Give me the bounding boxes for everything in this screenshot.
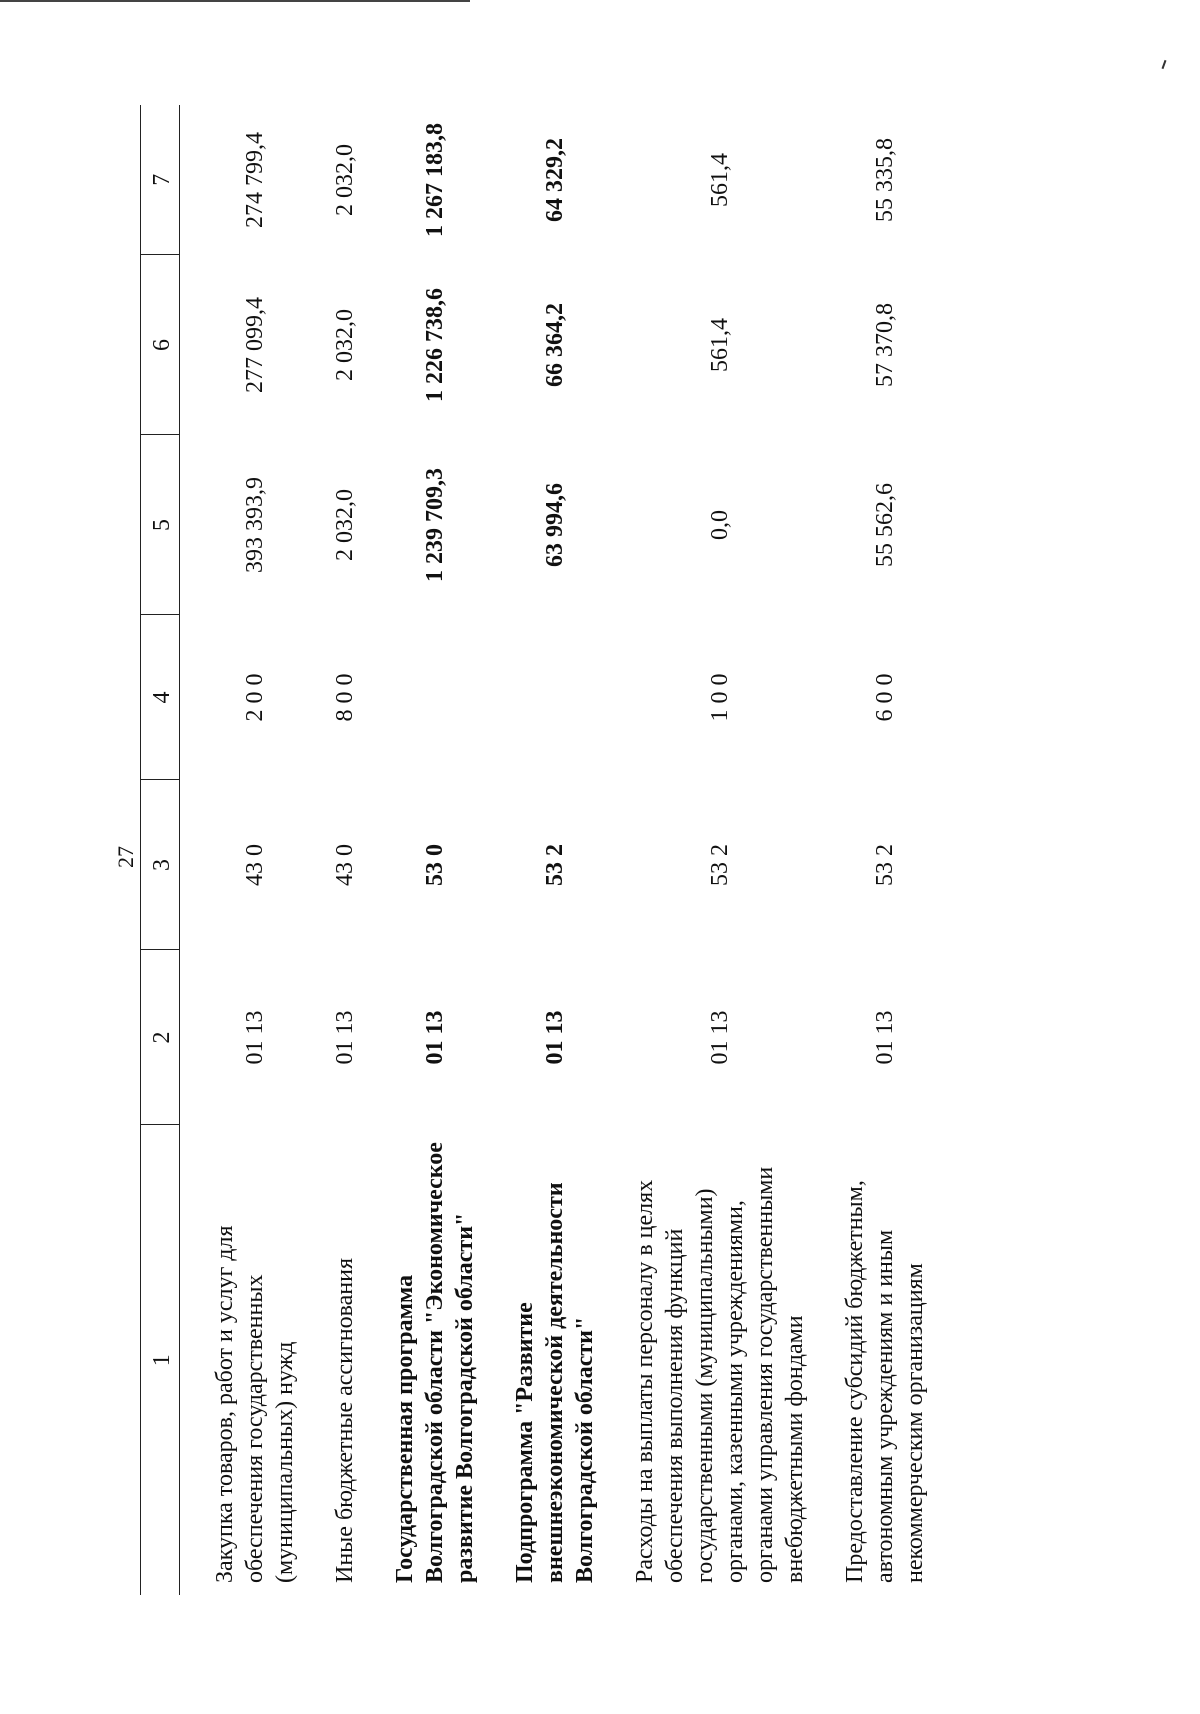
- row-value-7: 274 799,4: [242, 132, 268, 228]
- table-row: [840, 105, 930, 1595]
- row-expense-type: 1 0 0: [707, 673, 733, 722]
- row-section: 01 13: [872, 1010, 898, 1065]
- header-col-2: 2: [141, 950, 180, 1125]
- row-value-5: 0,0: [707, 510, 733, 540]
- row-program: 53 2: [542, 844, 568, 886]
- table-row: [630, 105, 810, 1595]
- row-expense-type: 2 0 0: [242, 673, 268, 722]
- header-col-5: 5: [141, 435, 180, 615]
- table-row: [390, 105, 480, 1595]
- budget-table: [140, 105, 930, 1595]
- row-section: 01 13: [332, 1010, 358, 1065]
- table-row: [330, 105, 360, 1595]
- header-col-7: 7: [141, 105, 180, 255]
- row-name: Иные бюджетные ассигнования: [332, 1258, 358, 1583]
- row-program: 43 0: [242, 844, 268, 886]
- header-row: [141, 105, 180, 1595]
- row-value-5: 393 393,9: [242, 477, 268, 573]
- row-value-6: 561,4: [707, 318, 733, 372]
- row-program: 53 0: [422, 844, 448, 886]
- row-expense-type: 8 0 0: [332, 673, 358, 722]
- row-value-7: 561,4: [707, 153, 733, 207]
- row-value-6: 66 364,2: [542, 303, 568, 387]
- row-value-7: 64 329,2: [542, 138, 568, 222]
- row-name: Подпрограмма "Развитие внешнеэкономической деятельности Волгоградской области": [512, 1182, 598, 1583]
- row-value-5: 1 239 709,3: [422, 468, 448, 582]
- header-col-1: 1: [141, 1125, 180, 1595]
- row-value-7: 2 032,0: [332, 144, 358, 216]
- row-expense-type: [510, 615, 600, 780]
- row-expense-type: 6 0 0: [872, 673, 898, 722]
- row-program: 43 0: [332, 844, 358, 886]
- page-number: 27: [113, 846, 138, 868]
- row-name: Предоставление субсидий бюджетным, автономным учреждениям и иным некоммерческим организациям: [842, 1180, 928, 1583]
- rotated-page-content: [140, 95, 1200, 1595]
- row-value-5: 55 562,6: [872, 483, 898, 567]
- row-program: 53 2: [872, 844, 898, 886]
- row-section: 01 13: [707, 1010, 733, 1065]
- row-section: 01 13: [242, 1010, 268, 1065]
- header-col-6: 6: [141, 255, 180, 435]
- header-col-3: 3: [141, 780, 180, 950]
- row-name: Расходы на выплаты персоналу в целях обеспечения выполнения функций государственными (муниципальными) органами, казенными учреждениями, органами управления государственными внебюджетными фондами: [632, 1166, 808, 1583]
- row-value-7: 55 335,8: [872, 138, 898, 222]
- table-row: [210, 105, 300, 1595]
- row-name: Закупка товаров, работ и услуг для обеспечения государственных (муниципальных) нужд: [212, 1225, 298, 1583]
- row-value-6: 2 032,0: [332, 309, 358, 381]
- row-value-5: 2 032,0: [332, 489, 358, 561]
- row-expense-type: [390, 615, 480, 780]
- row-value-5: 63 994,6: [542, 483, 568, 567]
- row-section: 01 13: [422, 1010, 448, 1065]
- scan-edge-line: [0, 0, 470, 2]
- row-name: Государственная программа Волгоградской области "Экономическое развитие Волгоградской области": [392, 1142, 478, 1583]
- row-value-6: 277 099,4: [242, 297, 268, 393]
- row-program: 53 2: [707, 844, 733, 886]
- stray-mark: [1162, 60, 1167, 69]
- row-value-6: 1 226 738,6: [422, 288, 448, 402]
- row-value-6: 57 370,8: [872, 303, 898, 387]
- row-value-7: 1 267 183,8: [422, 123, 448, 237]
- header-col-4: 4: [141, 615, 180, 780]
- row-section: 01 13: [542, 1010, 568, 1065]
- table-row: [510, 105, 600, 1595]
